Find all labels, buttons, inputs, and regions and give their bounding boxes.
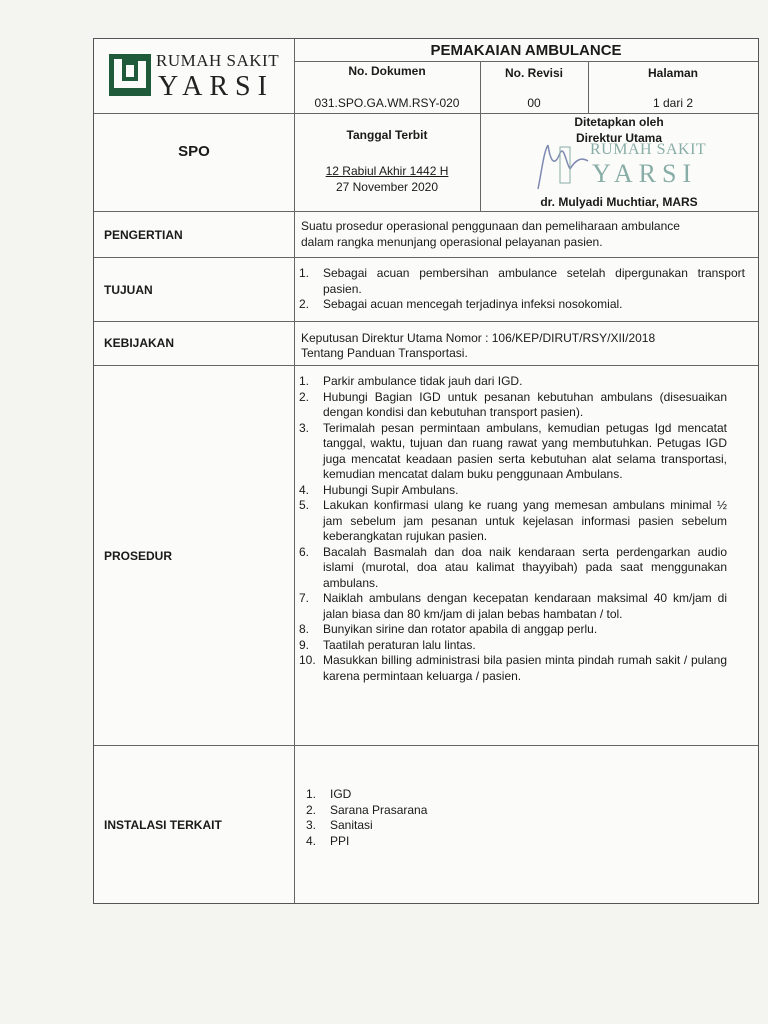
- list-item: 10. Masukkan billing administrasi bila pasien minta pindah rumah sakit / pulang karena permintaan keluarga / pasien.: [299, 653, 727, 683]
- instalasi-list: [306, 787, 606, 849]
- issue-date-gregorian: 27 November 2020: [335, 180, 439, 194]
- kebijakan-text-line: Tentang Panduan Transportasi.: [301, 346, 468, 360]
- row-divider: [94, 211, 758, 212]
- list-item: 2. Sebagai acuan mencegah terjadinya infeksi nosokomial.: [299, 297, 623, 311]
- pengertian-text-line: dalam rangka menunjang operasional pelayanan pasien.: [301, 235, 603, 249]
- list-item: 1. IGD: [306, 787, 352, 801]
- page-value: 1 dari 2: [652, 96, 694, 110]
- stamp-text-top: RUMAH SAKIT: [590, 141, 707, 158]
- approved-by-line1: Ditetapkan oleh: [574, 115, 664, 129]
- tujuan-list: [299, 266, 745, 313]
- document-title: PEMAKAIAN AMBULANCE: [430, 42, 622, 59]
- section-label-prosedur: PROSEDUR: [104, 549, 173, 563]
- revision-value: 00: [527, 96, 541, 110]
- row-divider: [294, 61, 758, 62]
- hospital-logo: [102, 45, 292, 105]
- list-item: 3. Sanitasi: [306, 818, 373, 832]
- doc-number-header: No. Dokumen: [348, 64, 426, 78]
- pengertian-text-line: Suatu prosedur operasional penggunaan dan pemeliharaan ambulance: [301, 219, 680, 233]
- row-divider: [94, 113, 758, 114]
- section-label-kebijakan: KEBIJAKAN: [104, 336, 175, 350]
- list-item: 1. Parkir ambulance tidak jauh dari IGD.: [299, 374, 523, 388]
- list-item: 1. Sebagai acuan pembersihan ambulance setelah dipergunakan transport pasien.: [299, 266, 745, 296]
- row-divider: [94, 321, 758, 322]
- logo-text-top: RUMAH SAKIT: [156, 51, 280, 70]
- revision-header: No. Revisi: [504, 66, 564, 80]
- yarsi-logo-icon: [108, 53, 152, 97]
- approved-by-line2: Direktur Utama: [575, 131, 663, 145]
- list-item: 2. Sarana Prasarana: [306, 802, 428, 817]
- page-header: Halaman: [647, 66, 699, 80]
- section-label-instalasi: INSTALASI TERKAIT: [104, 818, 222, 832]
- list-item: 5. Lakukan konfirmasi ulang ke ruang yang memesan ambulans minimal ½ jam sebelum jam pesanan untuk kejelasan informasi pasien sebelum keberangkatan rujukan pasien.: [299, 498, 727, 543]
- list-item: 7. Naiklah ambulans dengan kecepatan kendaraan maksimal 40 km/jam di jalan biasa dan 80 km/jam di jalan bebas hambatan / tol.: [299, 591, 727, 621]
- row-divider: [94, 257, 758, 258]
- list-item: 4. Hubungi Supir Ambulans.: [299, 482, 459, 497]
- section-label-tujuan: TUJUAN: [104, 283, 153, 297]
- hospital-stamp: [526, 139, 706, 199]
- prosedur-list: [299, 374, 727, 684]
- signature-icon: [530, 139, 592, 195]
- logo-text-bottom: YARSI: [158, 71, 274, 102]
- stamp-text-bottom: YARSI: [592, 159, 698, 188]
- list-item: 4. PPI: [306, 833, 350, 848]
- list-item: 6. Bacalah Basmalah dan doa naik kendaraan serta perdengarkan audio islami (murotal, doa atau kalimat thayyibah) pada saat menggunakan ambulans.: [299, 544, 727, 590]
- signer-name: dr. Mulyadi Muchtiar, MARS: [540, 195, 698, 209]
- doc-number-value: 031.SPO.GA.WM.RSY-020: [314, 96, 460, 110]
- issue-date-hijri: 12 Rabiul Akhir 1442 H: [325, 164, 449, 178]
- list-item: 8. Bunyikan sirine dan rotator apabila di anggap perlu.: [299, 622, 598, 636]
- list-item: 9. Taatilah peraturan lalu lintas.: [299, 637, 476, 652]
- row-divider: [94, 365, 758, 366]
- row-divider: [94, 745, 758, 746]
- list-item: 3. Terimalah pesan permintaan ambulans, kemudian petugas Igd mencatat tanggal, waktu, tujuan dan ruang rawat yang membutuhkan. Petugas IGD juga mencatat keadaan pasien serta kebutuhan alat selama transportasi, kemudian mencatat dalam buku penggunaan Ambulans.: [299, 420, 727, 481]
- spo-document: [93, 38, 759, 904]
- issue-date-label: Tanggal Terbit: [346, 128, 428, 142]
- kebijakan-text-line: Keputusan Direktur Utama Nomor : 106/KEP/DIRUT/RSY/XII/2018: [301, 331, 656, 345]
- list-item: 2. Hubungi Bagian IGD untuk pesanan kebutuhan ambulans (disesuaikan dengan kondisi dan kebutuhan transport pasien).: [299, 389, 727, 419]
- section-label-pengertian: PENGERTIAN: [104, 228, 183, 242]
- spo-label: SPO: [178, 143, 210, 160]
